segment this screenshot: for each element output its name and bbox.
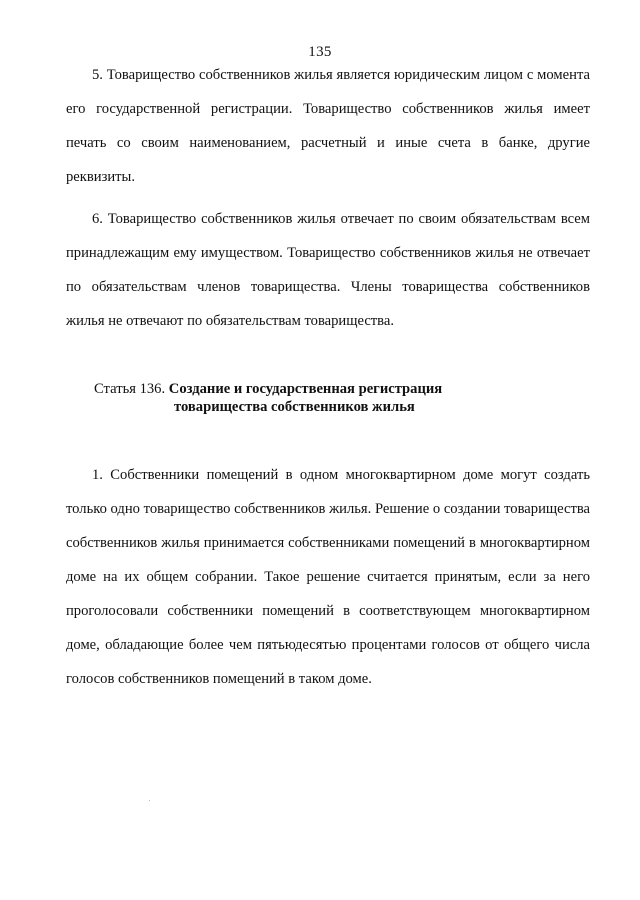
article-136-paragraph-1-text: 1. Собственники помещений в одном многоквартирном доме могут создать только одно товарищество собственников жилья. Решение о создании товарищества собственников жилья принимается собственниками помещений в многоквартирном доме на их общем собрании. Такое решение считается принятым, если за него проголосовали собственники помещений в соответствующем многоквартирном доме, обладающие более чем пятьюдесятью процентами голосов от общего числа голосов собственников помещений в таком доме. xyxy=(66,467,590,687)
scan-speck xyxy=(149,800,150,801)
article-label: Статья 136. xyxy=(94,381,166,397)
paragraph-5 xyxy=(66,58,590,194)
article-title-line1: Создание и государственная регистрация xyxy=(168,381,443,397)
paragraph-5-text: 5. Товарищество собственников жилья является юридическим лицом с момента его государственной регистрации. Товарищество собственников жилья имеет печать со своим наименованием, расчетный и иные счета в банке, другие реквизиты. xyxy=(66,67,590,185)
page-number: 135 xyxy=(308,44,332,60)
article-136-paragraph-1 xyxy=(66,458,590,696)
article-title-line2: товарищества собственников жилья xyxy=(174,399,415,415)
article-136-heading xyxy=(94,380,574,416)
paragraph-6-text: 6. Товарищество собственников жилья отвечает по своим обязательствам всем принадлежащим ему имуществом. Товарищество собственников жилья не отвечает по обязательствам членов товарищества. Члены товарищества собственников жилья не отвечают по обязательствам товарищества. xyxy=(66,211,590,329)
paragraph-6 xyxy=(66,202,590,338)
